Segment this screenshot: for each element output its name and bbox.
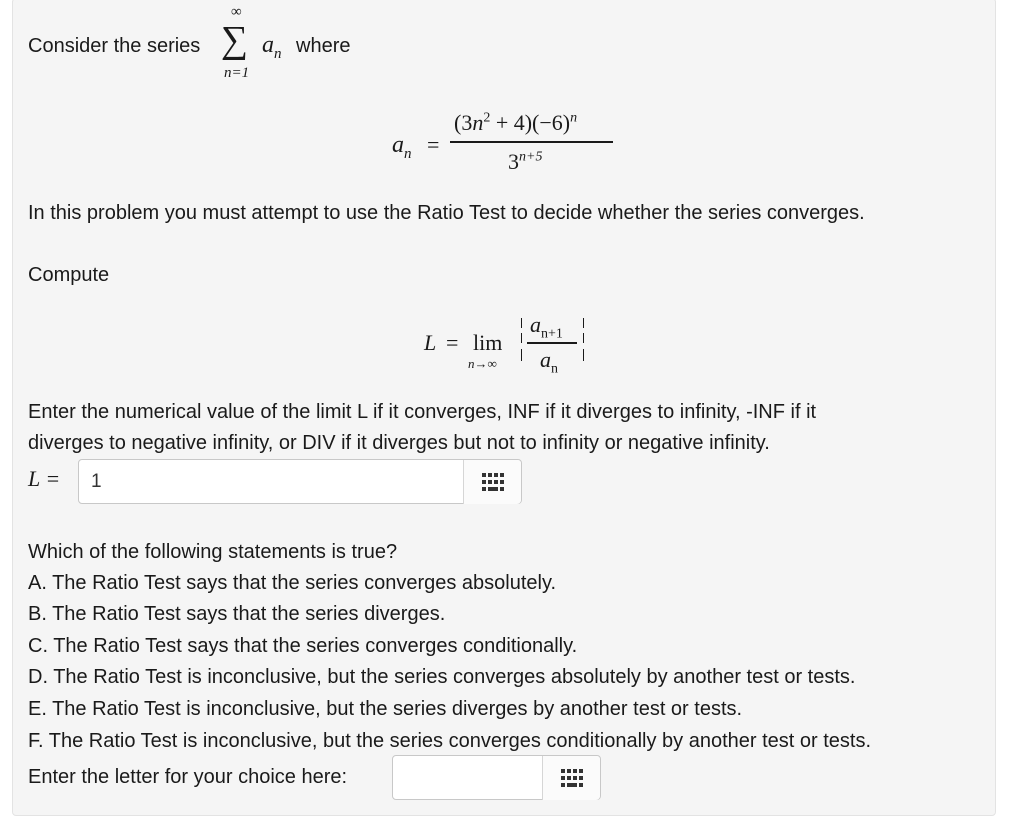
limit-numerator: $a_{n+1}$ (530, 312, 563, 342)
problem-text: In this problem you must attempt to use the Ratio Test to decide whether the series converges. (28, 202, 865, 224)
sum-symbol: ∑ (221, 19, 249, 61)
sum-upper-limit: ∞ (231, 4, 242, 20)
sum-lower-limit: n=1 (224, 65, 250, 81)
formula-an-fraction-bar (450, 141, 613, 143)
answer-L-label: L = (28, 466, 61, 491)
limit-fraction-bar (527, 342, 577, 344)
limit-subscript: n→∞ (468, 356, 497, 371)
option-b: B. The Ratio Test says that the series diverges. (28, 603, 446, 625)
formula-an-denominator: $3^{n+5}$ (508, 149, 543, 174)
limit-lim: lim (473, 330, 503, 355)
choice-label: Enter the letter for your choice here: (28, 766, 348, 788)
option-c: C. The Ratio Test says that the series converges conditionally. (28, 635, 578, 657)
limit-answer-value: 1 (91, 471, 102, 492)
intro-a-n: $a_n$ (262, 32, 282, 62)
abs-bar-left-top (521, 318, 522, 328)
question-prompt: Which of the following statements is true? (28, 541, 398, 563)
limit-answer-input[interactable] (78, 459, 522, 504)
abs-bar-right-bottom (583, 349, 584, 361)
limit-equals: = (446, 330, 459, 355)
formula-an-numerator: $(3n^2 + 4)(-6)^n$ (454, 110, 578, 135)
abs-bar-right-mid (583, 333, 584, 343)
limit-L: L (424, 330, 437, 355)
keypad-icon (561, 769, 583, 787)
intro-where-text: where (296, 35, 351, 57)
option-a: A. The Ratio Test says that the series converges absolutely. (28, 572, 557, 594)
instructions-line1: Enter the numerical value of the limit L if it converges, INF if it diverges to infinity, -INF if it (28, 401, 817, 423)
intro-consider-text: Consider the series (28, 35, 201, 57)
compute-label: Compute (28, 264, 110, 286)
limit-denominator: $a_n$ (540, 347, 558, 377)
formula-an-equals: = (427, 132, 440, 157)
keypad-button[interactable] (542, 756, 600, 800)
option-d: D. The Ratio Test is inconclusive, but the series converges absolutely by another test or tests. (28, 666, 856, 688)
instructions-line2: diverges to negative infinity, or DIV if it diverges but not to infinity or negative infinity. (28, 432, 770, 454)
option-e: E. The Ratio Test is inconclusive, but the series diverges by another test or tests. (28, 698, 743, 720)
abs-bar-left-mid (521, 333, 522, 343)
keypad-button[interactable] (463, 460, 521, 504)
abs-bar-right-top (583, 318, 584, 328)
formula-an-lhs: $a_n$ (392, 132, 412, 162)
option-f: F. The Ratio Test is inconclusive, but the series converges conditionally by another test or tests. (28, 730, 872, 752)
keypad-icon (482, 473, 504, 491)
abs-bar-left-bottom (521, 349, 522, 361)
choice-answer-input[interactable] (392, 755, 601, 800)
